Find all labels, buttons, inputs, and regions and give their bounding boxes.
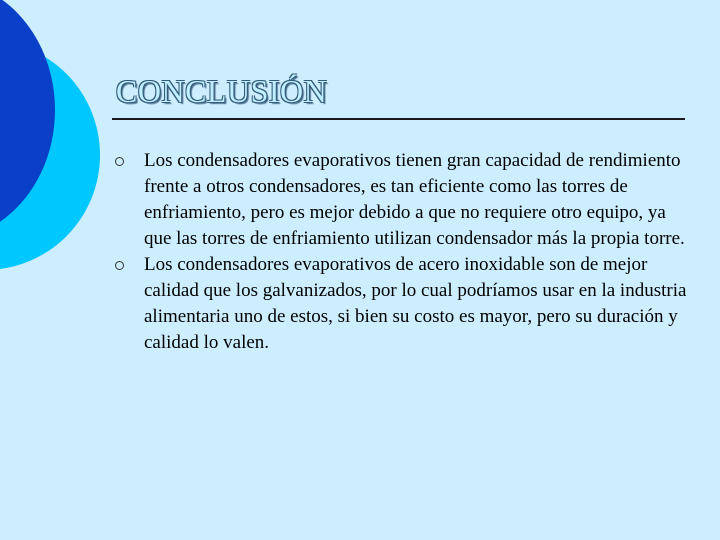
title-underline — [112, 118, 685, 120]
bullet-list — [112, 148, 687, 356]
bullet-text-2: Los condensadores evaporativos de acero inoxidable son de mejor calidad que los galvanizados, por lo cual podríamos usar en la industria alimentaria uno de estos, si bien su costo es mayor, pero su duración y calidad lo valen. — [144, 254, 687, 353]
bullet-item-1 — [112, 148, 687, 252]
hollow-circle-icon — [115, 157, 124, 166]
bullet-item-2 — [112, 252, 687, 356]
bullet-text-1: Los condensadores evaporativos tienen gran capacidad de rendimiento frente a otros condensadores, es tan eficiente como las torres de enfriamiento, pero es mejor debido a que no requiere otro equipo, ya que las torres de enfriamiento utilizan condensador más la propia torre. — [144, 150, 685, 249]
hollow-circle-icon — [115, 261, 124, 270]
slide-title: CONCLUSIÓN — [116, 73, 328, 109]
